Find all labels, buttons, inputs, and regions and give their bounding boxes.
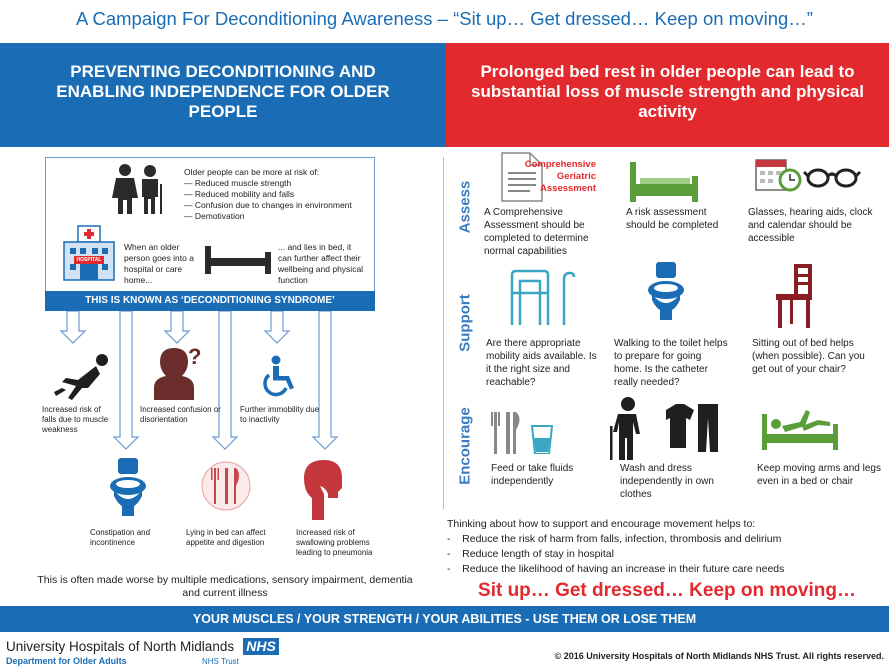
svg-text:?: ? bbox=[188, 344, 202, 369]
help-item: - Reduce the risk of harm from falls, infection, thrombosis and delirium bbox=[447, 533, 782, 545]
section-label-assess: Assess bbox=[456, 180, 474, 234]
toilet-icon bbox=[108, 458, 148, 516]
slogan: Sit up… Get dressed… Keep on moving… bbox=[478, 580, 856, 601]
hospital-sign: HOSPITAL bbox=[74, 256, 104, 264]
risk-item: — Reduced muscle strength bbox=[184, 178, 292, 188]
effect-label-swallowing: Increased risk of swallowing problems leading to pneumonia bbox=[296, 528, 373, 557]
right-header: Prolonged bed rest in older people can lead to substantial loss of muscle strength and physical activity bbox=[471, 62, 864, 121]
support-text-2: Walking to the toilet helps to prepare for going home. Is the catheter really needed? bbox=[614, 338, 728, 388]
left-header: PREVENTING DECONDITIONING AND ENABLING INDEPENDENCE FOR OLDER PEOPLE bbox=[56, 62, 390, 121]
confused-head-icon bbox=[148, 342, 204, 400]
encourage-text-3: Keep moving arms and legs even in a bed or chair bbox=[757, 463, 881, 487]
page-title: A Campaign For Deconditioning Awareness – “Sit up… Get dressed… Keep on moving…” bbox=[76, 8, 813, 29]
risk-item: — Reduced mobility and falls bbox=[184, 189, 295, 199]
dept-name: Department for Older Adults bbox=[6, 656, 127, 666]
assess-text-1: A Comprehensive Assessment should be completed to determine normal capabilities bbox=[484, 207, 589, 257]
bed-text: ... and lies in bed, it can further affect their wellbeing and physical function bbox=[278, 242, 364, 285]
nhs-logo: NHS bbox=[243, 638, 279, 655]
effect-label-constipation: Constipation and incontinence bbox=[90, 528, 151, 547]
encourage-text-2: Wash and dress independently in own clothes bbox=[620, 463, 714, 500]
risk-intro: Older people can be more at risk of: bbox=[184, 167, 320, 177]
bed-icon bbox=[630, 162, 698, 202]
footer-note: This is often made worse by multiple medications, sensory impairment, dementia and current illness bbox=[37, 574, 413, 599]
calendar-clock-glasses-icon bbox=[754, 154, 866, 196]
effect-label-confusion: Increased confusion or disorientation bbox=[140, 405, 221, 424]
hospital-text: When an older person goes into a hospital or care home... bbox=[124, 242, 194, 285]
copyright: © 2016 University Hospitals of North Midlands NHS Trust. All rights reserved. bbox=[554, 651, 884, 661]
section-label-support: Support bbox=[456, 294, 474, 352]
encourage-text-1: Feed or take fluids independently bbox=[491, 463, 574, 487]
wheelchair-icon bbox=[258, 355, 300, 397]
help-item: - Reduce length of stay in hospital bbox=[447, 548, 614, 560]
falling-person-icon bbox=[52, 352, 112, 402]
bottom-banner-text: YOUR MUSCLES / YOUR STRENGTH / YOUR ABILITIES - USE THEM OR LOSE THEM bbox=[192, 612, 697, 626]
org-name: University Hospitals of North Midlands bbox=[6, 639, 235, 654]
bed-icon bbox=[205, 246, 271, 274]
cutlery-glass-icon bbox=[490, 412, 556, 454]
plate-cutlery-icon bbox=[200, 460, 252, 512]
toilet-icon bbox=[646, 262, 686, 320]
exercise-in-bed-icon bbox=[762, 406, 838, 450]
effect-label-falls: Increased risk of falls due to muscle weakness bbox=[42, 405, 109, 434]
effect-label-appetite: Lying in bed can affect appetite and digestion bbox=[186, 528, 266, 547]
support-text-3: Sitting out of bed helps (when possible). Can you get out of your chair? bbox=[752, 338, 865, 375]
right-divider bbox=[443, 157, 444, 509]
syndrome-text: THIS IS KNOWN AS ‘DECONDITIONING SYNDROME’ bbox=[85, 295, 335, 306]
help-item: - Reduce the likelihood of having an increase in their future care needs bbox=[447, 563, 785, 575]
assess-text-2: A risk assessment should be completed bbox=[626, 207, 719, 231]
section-label-encourage: Encourage bbox=[456, 407, 474, 485]
nhs-trust: NHS Trust bbox=[202, 657, 239, 666]
effect-label-immobility: Further immobility due to inactivity bbox=[240, 405, 320, 424]
helps-intro: Thinking about how to support and encourage movement helps to: bbox=[447, 518, 756, 530]
clothes-icon bbox=[606, 396, 722, 460]
support-text-1: Are there appropriate mobility aids available. Is it the right size and reachable? bbox=[486, 338, 597, 388]
risk-item: — Demotivation bbox=[184, 211, 245, 221]
hospital-icon bbox=[60, 224, 118, 282]
walking-frame-icon bbox=[506, 267, 576, 327]
cga-caption: Comprehensive Geriatric Assessment bbox=[524, 159, 596, 194]
assess-text-3: Glasses, hearing aids, clock and calendar should be accessible bbox=[748, 207, 873, 244]
throat-icon bbox=[300, 458, 344, 520]
elderly-couple-icon bbox=[110, 162, 166, 214]
risk-item: — Confusion due to changes in environment bbox=[184, 200, 352, 210]
chair-icon bbox=[772, 264, 816, 328]
